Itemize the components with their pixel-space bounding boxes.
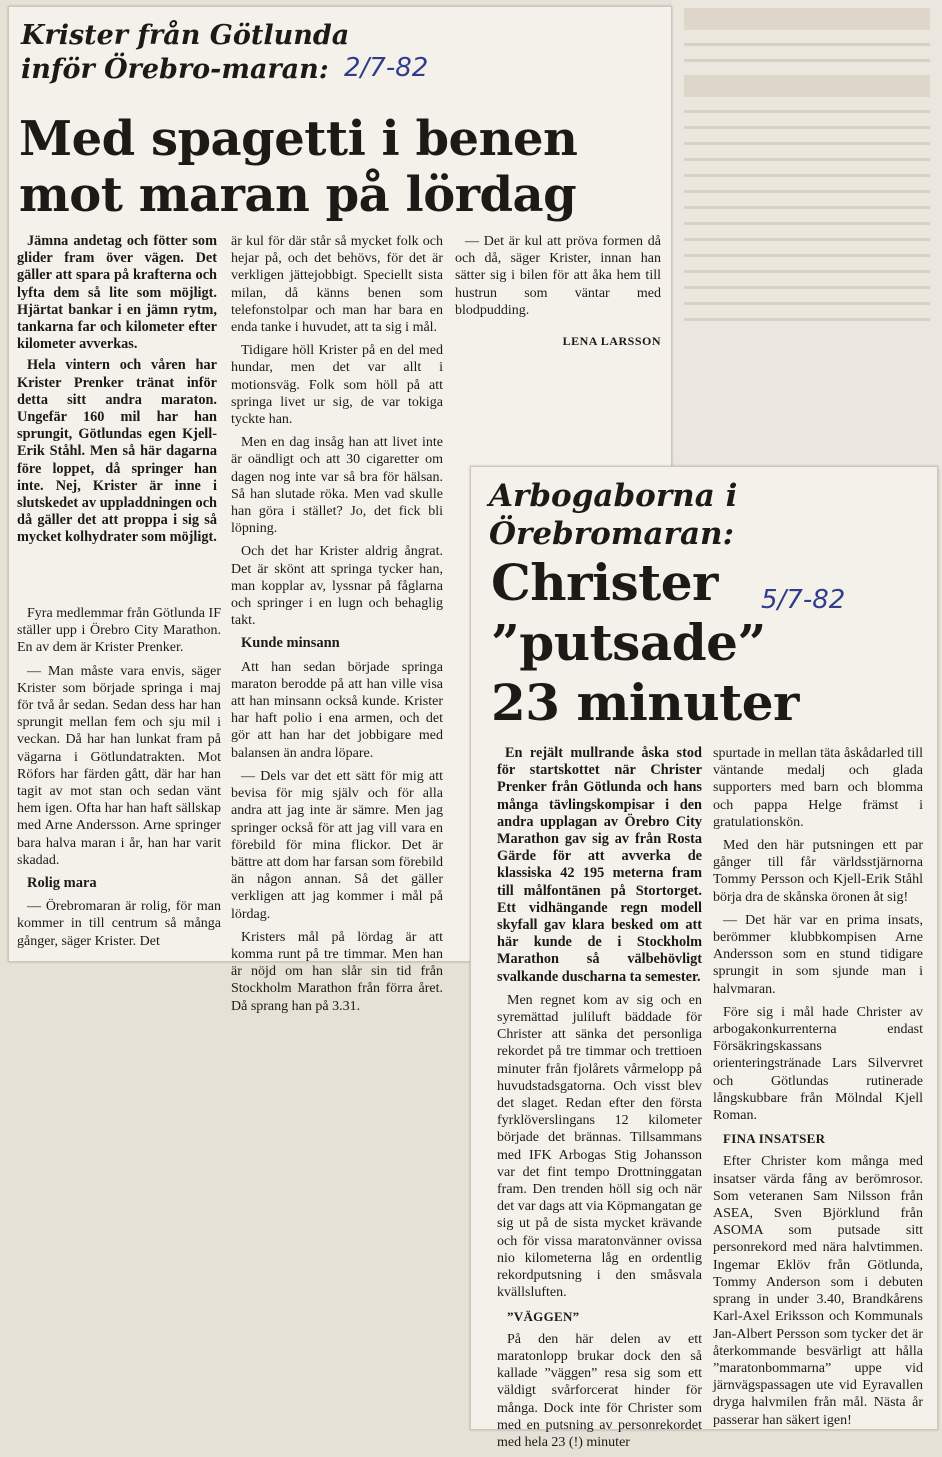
body-paragraph: Fyra medlemmar från Götlunda IF ställer upp i Örebro City Marathon. En av dem är Krister Prenker. — [17, 606, 221, 656]
body-paragraph: Tidigare höll Krister på en del med hundar, men det var allt i motionsväg. Folk som höll på att springa livet ur sig, de var tokiga tyckte han. — [231, 343, 443, 428]
lead-paragraph: Hela vintern och våren har Krister Prenker tränat inför detta sitt andra maraton. Ungefär 160 mil har han sprungit, Götlundas egen Kjell-Erik Ståhl. Men så här dagarna före loppet, då springer han inte. Nej, Krister är inne i slutskedet av uppladdningen och då gäller det att proppa i sig så mycket kolhydrater som möjligt. — [17, 357, 217, 546]
body-paragraph: — Det här var en prima insats, berömmer klubbkompisen Arne Andersson som en stund tidigare sprungit in som sjunde man i halvmaran. — [713, 912, 923, 997]
headline-line3: 23 minuter — [491, 673, 799, 732]
headline-line2: ”putsade” — [491, 613, 766, 672]
kicker-line1: Krister från Götlunda — [21, 20, 350, 51]
adjacent-clipping-background — [672, 0, 942, 470]
subheading: FINA INSATSER — [723, 1131, 826, 1147]
lead-paragraph: En rejält mullrande åska stod för startskottet när Christer Prenker från Götlunda och hans många tävlingskompisar i den andra upplagan av Örebro City Marathon gav sig av från Rosta Gärde för att avverka de klassiska 42 195 meterna fram till målfontänen på Stortorget. Ett vidhängande regn modell skyfall gav klara besked om att här kunde de i Stockholm Marathon så välbehövligt svalkande duscharna ta semester. — [497, 745, 702, 985]
subheading: Kunde minsann — [241, 635, 340, 652]
article1-column-1 — [17, 605, 221, 956]
body-paragraph: Men regnet kom av sig och en syremättad juliluft bäddade för Christer att sänka det personliga rekordet på tre timmar och trettioen minuter från fjolårets vårmelopp på huvudstadsgatorna. Och visst blev det slaget. Redan efter den första fyrklöverslingans 12 kilometer började det brännas. Tillsammans med IFK Arbogas Stig Johansson var det fint tempo Drottninggatan fram. Den trenden höll sig och när det var dags att via Köpmangatan ge sig ut på de sista mycket krävande och för vissa maratonvänner ovissa nio kilometerna låg en ordentlig rekordputsning i den småsvala kvällsluften. — [497, 992, 702, 1301]
byline: LENA LARSSON — [562, 334, 661, 349]
headline-line2: mot maran på lördag — [19, 167, 577, 223]
headline-line1: Med spagetti i benen — [19, 111, 578, 167]
article2-kicker — [489, 477, 737, 553]
kicker-line1: Arbogaborna i — [489, 478, 738, 514]
body-paragraph: På den här delen av ett maratonlopp brukar dock den så kallade ”väggen” resa sig som ett väldigt svårforcerat hinder för många. Dock inte för Christer som med en putsning av personrekordet med hela 23 (!) minuter — [497, 1331, 702, 1450]
handwritten-date: 2/7-82 — [344, 53, 429, 83]
kicker-line2: Örebromaran: — [489, 516, 735, 552]
article2-headline — [491, 553, 931, 733]
article2-column-1 — [497, 745, 702, 1457]
body-paragraph: — Man måste vara envis, säger Krister som började springa i maj för två år sedan. Sedan dess har han sprungit mellan fem och sju mil i veckan. Då har han lunkat fram på vägarna i Götlundatrakten. Mot Röfors har färden gått, där har han tagit av mot stan och sedan vänt hem igen. Ofta har han haft sällskap med Arne Andersson. Arne springer bara halva maran i år, han har varit skadad. — [17, 663, 221, 868]
article2-column-2 — [713, 745, 923, 1435]
body-paragraph: Att han sedan började springa maraton berodde på att han ville visa att han minsann också kunde. Krister har haft polio i ena armen, och det gör att han har det jobbigare med balansen än andra löpare. — [231, 659, 443, 761]
body-paragraph: Efter Christer kom många med insatser värda fång av berömrosor. Som veteranen Sam Nilsson från ASEA, Sven Björklund från ASOMA som putsade sitt personrekord med nära halvtimmen. Ingemar Eklöv från Götlunda, Tommy Anderson som i debuten sprang in under 3.40, Brandkårens Karl-Axel Eriksson och Kommunals Jan-Albert Persson som tycker det är återkommande besvärligt att hålla ”maratonbommarna” uppe vid järnvägspassagen ute vid Eyravallen drygа halvmilen från mål. Nästa år passerar han säkert igen! — [713, 1154, 923, 1428]
body-paragraph: spurtade in mellan täta åskådarled till väntande medalj och glada supporters med barn och blomma och pappa Helge främst i gratulationskön. — [713, 746, 923, 830]
lead-paragraph: Jämna andetag och fötter som glider fram över vägen. Det gäller att spara på krafterna och lyfta dem så lite som möjligt. Hjärtat bankar i en jämn rytm, tankarna far och kilometer efter kilometer avverkas. — [17, 233, 217, 353]
body-paragraph: Men en dag insåg han att livet inte är oändligt och att 30 cigaretter om dagen nog inte var så bra för hälsan. Så han slutade röka. Men vad skulle han göra i stället? Jo, det fick bli löpning. — [231, 435, 443, 537]
headline-line1: Christer — [491, 553, 718, 612]
article1-lead — [17, 233, 217, 551]
article1-column-3 — [455, 233, 661, 350]
body-paragraph: Med den här putsningen ett par gånger till får världsstjärnorna Tommy Persson och Kjell-Erik Ståhl börja dra de skånska öronen åt sig! — [713, 838, 923, 905]
body-paragraph: — Det är kul att pröva formen då och då, säger Krister, innan han sätter sig i bilen för att åka hem till hustrun som väntar med blodpudding. — [455, 234, 661, 318]
clipping-christer — [470, 466, 938, 1450]
body-paragraph: Före sig i mål hade Christer av arbogakonkurrenterna endast Försäkringskassans orienteringstränade Lars Silvervret och Götlundas rutinerade långskubbare från Mölndal Kjell Roman. — [713, 1004, 923, 1124]
body-paragraph: — Dels var det ett sätt för mig att bevisa för mig själv och för alla andra att jag inte är sämre. Men jag springer också för att jag vill vara en förebild för mina flickor. Det är bättre att dom har farsan som förebild än någon annan. Så det gäller verkligen att jag kommer i mål på lördag. — [231, 768, 443, 922]
article1-column-2 — [231, 233, 443, 1021]
body-paragraph: Kristers mål på lördag är att komma runt på tre timmar. Men han är nöjd om han slår sin tid från Stockholm Marathon från förra året. Då sprang han på 3.31. — [231, 929, 443, 1014]
kicker-line2: inför Örebro-maran: — [21, 54, 329, 85]
handwritten-date: 5/7-82 — [761, 585, 846, 615]
body-paragraph: Och det har Krister aldrig ångrat. Det är skönt att springa tycker han, man kopplar av, lyssnar på fåglarna och springer i en lugn och behaglig takt. — [231, 544, 443, 629]
subheading: ”VÄGGEN” — [507, 1308, 580, 1324]
article1-kicker — [21, 19, 349, 87]
subheading: Rolig mara — [27, 875, 97, 892]
body-paragraph: — Örebromaran är rolig, för man kommer in till centrum så många gånger, säger Krister. Det — [17, 899, 221, 949]
body-paragraph: är kul för där står så mycket folk och hejar på, och det behövs, för det är verkligen jättejobbigt. Speciellt sista milan, då känns benen som telefonstolpar och man har bara en enda tanke i huvudet, att ta sig i mål. — [231, 234, 443, 336]
article1-headline — [19, 111, 669, 223]
